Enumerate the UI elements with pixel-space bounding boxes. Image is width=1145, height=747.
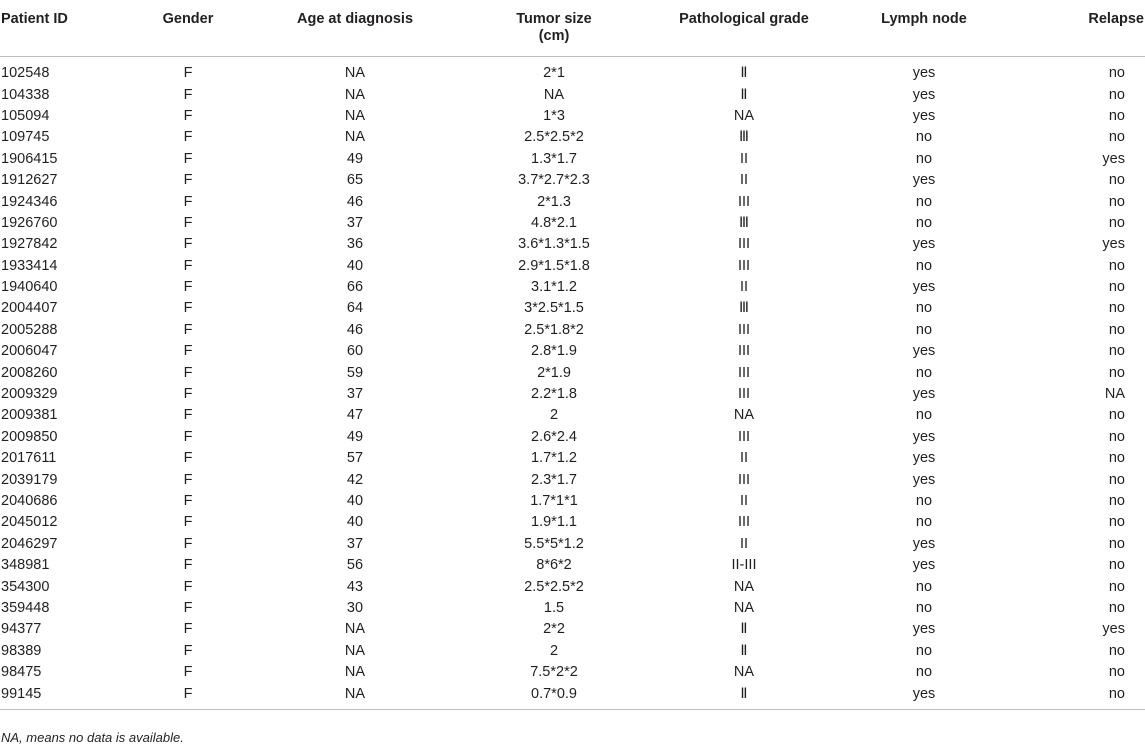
- cell-patient-id: 359448: [1, 599, 50, 616]
- cell-pathological-grade: II: [739, 150, 749, 167]
- cell-relapse: no: [1108, 300, 1125, 317]
- cell-age-at-diagnosis: 47: [346, 407, 364, 424]
- table-row: [0, 534, 1145, 555]
- cell-age-at-diagnosis: NA: [344, 129, 366, 146]
- cell-pathological-grade: III: [737, 343, 751, 360]
- cell-patient-id: 2009329: [1, 386, 58, 403]
- header-tumor-size: Tumor size (cm): [454, 0, 654, 57]
- cell-pathological-grade: NA: [733, 664, 755, 681]
- cell-gender: F: [183, 535, 193, 552]
- cell-patient-id: 1906415: [1, 150, 58, 167]
- table-row: [0, 641, 1145, 662]
- cell-age-at-diagnosis: NA: [344, 107, 366, 124]
- cell-lymph-node: yes: [912, 86, 936, 103]
- cell-gender: F: [183, 214, 193, 231]
- cell-relapse: no: [1108, 642, 1125, 659]
- cell-gender: F: [183, 172, 193, 189]
- cell-lymph-node: yes: [912, 471, 936, 488]
- cell-patient-id: 2009381: [1, 407, 58, 424]
- cell-patient-id: 99145: [0, 683, 120, 709]
- table-row: [0, 362, 1145, 383]
- table-row: [0, 256, 1145, 277]
- cell-age-at-diagnosis: 66: [346, 279, 364, 296]
- cell-lymph-node: yes: [912, 279, 936, 296]
- cell-pathological-grade: Ⅱ: [740, 86, 748, 103]
- cell-relapse: yes: [1102, 150, 1125, 167]
- cell-relapse: no: [1108, 428, 1125, 445]
- cell-gender: F: [183, 86, 193, 103]
- cell-tumor-size: 1.9*1.1: [531, 514, 577, 531]
- cell-gender: F: [183, 279, 193, 296]
- table-row: [0, 555, 1145, 576]
- header-patient-id: Patient ID: [0, 0, 120, 57]
- cell-relapse: NA: [1104, 386, 1125, 403]
- cell-tumor-size: 7.5*2*2: [530, 664, 578, 681]
- cell-age-at-diagnosis: NA: [344, 642, 366, 659]
- cell-pathological-grade: Ⅱ: [740, 65, 748, 82]
- cell-relapse: no: [1108, 107, 1125, 124]
- cell-lymph-node: yes: [912, 557, 936, 574]
- header-age-at-diagnosis: Age at diagnosis: [256, 0, 454, 57]
- cell-age-at-diagnosis: 42: [346, 471, 364, 488]
- cell-relapse: no: [1108, 514, 1125, 531]
- cell-relapse: no: [1108, 407, 1125, 424]
- cell-tumor-size: NA: [543, 86, 565, 103]
- cell-tumor-size: 8*6*2: [536, 557, 572, 574]
- cell-relapse: no: [1108, 257, 1125, 274]
- cell-patient-id: 105094: [1, 107, 50, 124]
- cell-pathological-grade: NA: [733, 407, 755, 424]
- cell-gender: F: [183, 150, 193, 167]
- cell-pathological-grade: III: [737, 471, 751, 488]
- cell-tumor-size: 4.8*2.1: [531, 214, 577, 231]
- cell-lymph-node: yes: [912, 621, 936, 638]
- cell-patient-id: 109745: [1, 129, 50, 146]
- cell-age-at-diagnosis: 57: [346, 450, 364, 467]
- cell-relapse: no: [1108, 193, 1125, 210]
- cell-pathological-grade: II: [739, 535, 749, 552]
- cell-patient-id: 102548: [1, 65, 50, 82]
- cell-tumor-size: 1.3*1.7: [531, 150, 577, 167]
- cell-tumor-size: 2*1.9: [537, 364, 571, 381]
- cell-relapse: no: [1108, 450, 1125, 467]
- cell-lymph-node: no: [915, 664, 933, 681]
- cell-age-at-diagnosis: 65: [346, 172, 364, 189]
- cell-tumor-size: 1*3: [543, 107, 565, 124]
- cell-relapse: no: [1108, 86, 1125, 103]
- cell-tumor-size: 5.5*5*1.2: [524, 535, 584, 552]
- cell-pathological-grade: II: [739, 279, 749, 296]
- cell-patient-id: 2045012: [1, 514, 58, 531]
- cell-lymph-node: no: [915, 407, 933, 424]
- header-row: [0, 0, 1145, 57]
- cell-age-at-diagnosis: 37: [346, 535, 364, 552]
- cell-patient-id: 2004407: [1, 300, 58, 317]
- cell-age-at-diagnosis: 36: [346, 236, 364, 253]
- cell-gender: F: [183, 557, 193, 574]
- cell-patient-id: 1940640: [1, 279, 58, 296]
- table-row: [0, 57, 1145, 85]
- cell-gender: F: [183, 257, 193, 274]
- cell-pathological-grade: Ⅱ: [740, 621, 748, 638]
- table-row: [0, 298, 1145, 319]
- cell-gender: F: [183, 514, 193, 531]
- cell-patient-id: 2008260: [1, 364, 58, 381]
- cell-relapse: no: [1108, 557, 1125, 574]
- cell-relapse: no: [1108, 471, 1125, 488]
- cell-lymph-node: no: [915, 300, 933, 317]
- cell-patient-id: 104338: [1, 86, 50, 103]
- cell-lymph-node: yes: [912, 428, 936, 445]
- table-row: [0, 191, 1145, 212]
- cell-relapse: no: [1108, 343, 1125, 360]
- cell-lymph-node: yes: [912, 535, 936, 552]
- cell-patient-id: 354300: [1, 578, 50, 595]
- cell-gender: F: [183, 65, 193, 82]
- cell-relapse: no: [1108, 279, 1125, 296]
- cell-relapse: no: [1108, 364, 1125, 381]
- cell-age-at-diagnosis: 30: [346, 599, 364, 616]
- table-row: [0, 320, 1145, 341]
- cell-age-at-diagnosis: 40: [346, 257, 364, 274]
- cell-age-at-diagnosis: 59: [346, 364, 364, 381]
- cell-lymph-node: no: [915, 214, 933, 231]
- cell-pathological-grade: II: [739, 172, 749, 189]
- cell-patient-id: 1927842: [1, 236, 58, 253]
- cell-relapse: yes: [1102, 236, 1125, 253]
- cell-pathological-grade: III: [737, 428, 751, 445]
- cell-tumor-size: 2*1: [543, 65, 565, 82]
- table-row: [0, 405, 1145, 426]
- cell-tumor-size: 3*2.5*1.5: [524, 300, 584, 317]
- cell-relapse: no: [1014, 683, 1145, 709]
- cell-tumor-size: 3.6*1.3*1.5: [518, 236, 590, 253]
- cell-lymph-node: no: [915, 129, 933, 146]
- cell-patient-id: 1912627: [1, 172, 58, 189]
- cell-lymph-node: no: [915, 150, 933, 167]
- cell-pathological-grade: NA: [733, 578, 755, 595]
- cell-tumor-size: 2*2: [543, 621, 565, 638]
- cell-lymph-node: no: [915, 321, 933, 338]
- cell-age-at-diagnosis: 40: [346, 514, 364, 531]
- cell-lymph-node: yes: [912, 450, 936, 467]
- cell-lymph-node: yes: [912, 386, 936, 403]
- cell-relapse: no: [1108, 599, 1125, 616]
- cell-lymph-node: no: [915, 257, 933, 274]
- cell-lymph-node: yes: [912, 172, 936, 189]
- cell-lymph-node: yes: [912, 107, 936, 124]
- cell-patient-id: 2046297: [1, 535, 58, 552]
- cell-pathological-grade: II: [739, 450, 749, 467]
- header-gender: Gender: [120, 0, 256, 57]
- cell-patient-id: 2017611: [1, 450, 57, 467]
- cell-gender: F: [183, 407, 193, 424]
- table-row: [0, 427, 1145, 448]
- cell-pathological-grade: III: [737, 257, 751, 274]
- cell-tumor-size: 2: [549, 642, 559, 659]
- table-row: [0, 84, 1145, 105]
- cell-patient-id: 1924346: [1, 193, 58, 210]
- cell-age-at-diagnosis: NA: [344, 86, 366, 103]
- table-row: [0, 213, 1145, 234]
- cell-age-at-diagnosis: NA: [344, 621, 366, 638]
- cell-pathological-grade: III: [737, 193, 751, 210]
- cell-pathological-grade: NA: [733, 107, 755, 124]
- cell-tumor-size: 0.7*0.9: [454, 683, 654, 709]
- cell-gender: F: [183, 621, 193, 638]
- cell-pathological-grade: Ⅱ: [740, 642, 748, 659]
- cell-tumor-size: 1.7*1*1: [530, 493, 578, 509]
- table-row: [0, 149, 1145, 170]
- cell-gender: F: [120, 683, 256, 709]
- cell-relapse: yes: [1102, 621, 1125, 638]
- cell-gender: F: [183, 428, 193, 445]
- cell-age-at-diagnosis: 37: [346, 386, 364, 403]
- table-footnote: NA, means no data is available.: [1, 730, 184, 745]
- cell-lymph-node: no: [915, 364, 933, 381]
- cell-age-at-diagnosis: 49: [346, 428, 364, 445]
- cell-pathological-grade: Ⅲ: [739, 129, 749, 146]
- cell-gender: F: [183, 300, 193, 317]
- cell-patient-id: 348981: [1, 557, 50, 574]
- cell-patient-id: 1933414: [1, 257, 58, 274]
- header-relapse: Relapse: [1014, 0, 1145, 57]
- cell-gender: F: [183, 471, 193, 488]
- cell-pathological-grade: II: [739, 493, 749, 509]
- cell-gender: F: [183, 343, 193, 360]
- cell-gender: F: [183, 493, 193, 509]
- cell-pathological-grade: III: [737, 236, 751, 253]
- cell-gender: F: [183, 599, 193, 616]
- cell-gender: F: [183, 642, 193, 659]
- table-row: [0, 106, 1145, 127]
- cell-patient-id: 94377: [1, 621, 42, 638]
- cell-age-at-diagnosis: 46: [346, 321, 364, 338]
- cell-tumor-size: 1.5: [543, 599, 565, 616]
- cell-tumor-size: 1.7*1.2: [531, 450, 577, 467]
- table-row: [0, 491, 1145, 512]
- cell-gender: F: [183, 321, 193, 338]
- cell-gender: F: [183, 578, 193, 595]
- cell-relapse: no: [1108, 65, 1125, 82]
- cell-relapse: no: [1108, 321, 1125, 338]
- cell-age-at-diagnosis: 60: [346, 343, 364, 360]
- table-row: [0, 598, 1145, 619]
- table-row: [0, 277, 1145, 298]
- cell-patient-id: 2039179: [1, 471, 58, 488]
- cell-lymph-node: yes: [912, 236, 936, 253]
- cell-patient-id: 98475: [1, 664, 42, 681]
- table-row: [0, 576, 1145, 597]
- cell-relapse: no: [1108, 129, 1125, 146]
- cell-tumor-size: 2.5*1.8*2: [524, 321, 584, 338]
- table-row: [0, 619, 1145, 640]
- cell-relapse: no: [1108, 664, 1125, 681]
- cell-age-at-diagnosis: NA: [256, 683, 454, 709]
- cell-pathological-grade: Ⅲ: [739, 214, 749, 231]
- table-row: [0, 662, 1145, 683]
- cell-patient-id: 2009850: [1, 428, 58, 445]
- cell-lymph-node: no: [915, 599, 933, 616]
- cell-lymph-node: no: [915, 493, 933, 509]
- cell-tumor-size: 2: [549, 407, 559, 424]
- cell-pathological-grade: III: [737, 321, 751, 338]
- cell-tumor-size: 2.5*2.5*2: [524, 578, 584, 595]
- cell-lymph-node: no: [915, 578, 933, 595]
- cell-tumor-size: 2*1.3: [537, 193, 571, 210]
- cell-gender: F: [183, 236, 193, 253]
- cell-tumor-size: 2.5*2.5*2: [524, 129, 584, 146]
- cell-tumor-size: 2.8*1.9: [531, 343, 577, 360]
- cell-tumor-size: 2.2*1.8: [531, 386, 577, 403]
- cell-lymph-node: no: [915, 642, 933, 659]
- table-row: [0, 384, 1145, 405]
- cell-lymph-node: yes: [912, 343, 936, 360]
- cell-patient-id: 1926760: [1, 214, 58, 231]
- cell-gender: F: [183, 386, 193, 403]
- cell-gender: F: [183, 193, 193, 210]
- table-row: [0, 341, 1145, 362]
- cell-age-at-diagnosis: 43: [346, 578, 364, 595]
- cell-age-at-diagnosis: 64: [346, 300, 364, 317]
- cell-age-at-diagnosis: 56: [346, 557, 364, 574]
- cell-age-at-diagnosis: NA: [344, 664, 366, 681]
- cell-relapse: no: [1108, 578, 1125, 595]
- cell-patient-id: 2040686: [1, 493, 58, 509]
- cell-lymph-node: no: [915, 193, 933, 210]
- cell-pathological-grade: NA: [733, 599, 755, 616]
- cell-age-at-diagnosis: 49: [346, 150, 364, 167]
- cell-relapse: no: [1108, 535, 1125, 552]
- cell-lymph-node: no: [915, 514, 933, 531]
- table-row: [0, 127, 1145, 148]
- cell-age-at-diagnosis: 40: [346, 493, 364, 509]
- header-pathological-grade: Pathological grade: [654, 0, 834, 57]
- table-row: [0, 683, 1145, 709]
- table-row: [0, 234, 1145, 255]
- cell-pathological-grade: III: [737, 514, 751, 531]
- cell-relapse: no: [1108, 214, 1125, 231]
- cell-gender: F: [183, 364, 193, 381]
- cell-gender: F: [183, 664, 193, 681]
- cell-tumor-size: 2.6*2.4: [531, 428, 577, 445]
- cell-age-at-diagnosis: 37: [346, 214, 364, 231]
- cell-patient-id: 2006047: [1, 343, 58, 360]
- cell-pathological-grade: III: [737, 364, 751, 381]
- cell-tumor-size: 3.7*2.7*2.3: [518, 172, 590, 189]
- table-row: [0, 170, 1145, 191]
- cell-pathological-grade: III: [737, 386, 751, 403]
- cell-gender: F: [183, 129, 193, 146]
- cell-pathological-grade: II-III: [731, 557, 757, 574]
- table-row: [0, 469, 1145, 490]
- header-lymph-node: Lymph node: [834, 0, 1014, 57]
- cell-patient-id: 2005288: [1, 321, 58, 338]
- cell-pathological-grade: Ⅲ: [739, 300, 749, 317]
- cell-age-at-diagnosis: 46: [346, 193, 364, 210]
- table-body: [0, 57, 1145, 710]
- table-row: [0, 512, 1145, 533]
- cell-gender: F: [183, 107, 193, 124]
- cell-tumor-size: 2.9*1.5*1.8: [518, 257, 590, 274]
- cell-patient-id: 98389: [1, 642, 42, 659]
- table-row: [0, 448, 1145, 469]
- cell-lymph-node: yes: [834, 683, 1014, 709]
- cell-relapse: no: [1108, 172, 1125, 189]
- cell-lymph-node: yes: [912, 65, 936, 82]
- cell-gender: F: [183, 450, 193, 467]
- cell-age-at-diagnosis: NA: [344, 65, 366, 82]
- cell-tumor-size: 3.1*1.2: [531, 279, 577, 296]
- cell-tumor-size: 2.3*1.7: [531, 471, 577, 488]
- cell-relapse: no: [1108, 493, 1125, 509]
- cell-pathological-grade: Ⅱ: [654, 683, 834, 709]
